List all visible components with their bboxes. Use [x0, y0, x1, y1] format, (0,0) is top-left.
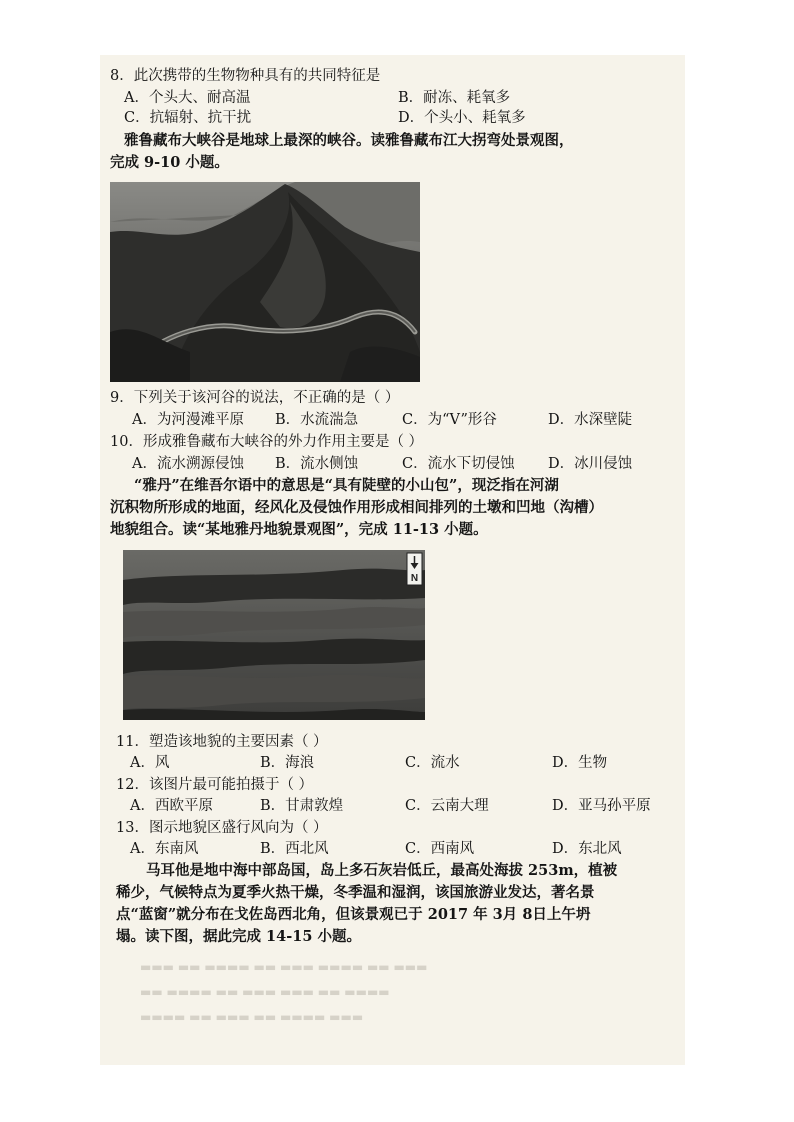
- intro-yardang-line2: 沉积物所形成的地面，经风化及侵蚀作用形成相间排列的土墩和凹地（沟槽）: [110, 499, 603, 516]
- intro-malta-line1: 马耳他是地中海中部岛国，岛上多石灰岩低丘，最高处海拔 253m，植被: [146, 862, 618, 879]
- q12-stem: 12．该图片最可能拍摄于（ ）: [116, 777, 314, 793]
- bleed-through-marks: ▬▬ ▬▬▬▬ ▬▬ ▬▬▬ ▬▬▬ ▬▬ ▬▬▬▬: [140, 985, 390, 999]
- bleed-through-marks: ▬▬▬ ▬▬ ▬▬▬▬ ▬▬ ▬▬▬ ▬▬▬▬ ▬▬ ▬▬▬: [140, 960, 428, 974]
- intro-malta-line3: 点“蓝窗”就分布在戈佐岛西北角，但该景观已于 2017 年 3月 8日上午坍: [116, 906, 591, 923]
- intro-yarlung-line1: 雅鲁藏布大峡谷是地球上最深的峡谷。读雅鲁藏布江大拐弯处景观图，: [124, 132, 574, 149]
- q8-option-d: D．个头小、耗氧多: [398, 110, 526, 126]
- q11-option-a: A．风: [130, 755, 170, 771]
- q13-option-d: D．东北风: [552, 841, 622, 857]
- q12-option-a: A．西欧平原: [130, 798, 213, 814]
- q13-option-b: B．西北风: [260, 841, 329, 857]
- q11-option-d: D．生物: [552, 755, 608, 771]
- q13-option-a: A．东南风: [130, 841, 199, 857]
- intro-malta-line2: 稀少，气候特点为夏季火热干燥，冬季温和湿润，该国旅游业发达，著名景: [116, 884, 595, 901]
- q8-option-b: B．耐冻、耗氧多: [398, 90, 511, 106]
- q10-stem: 10．形成雅鲁藏布大峡谷的外力作用主要是（ ）: [110, 434, 424, 450]
- q8-stem: 8．此次携带的生物物种具有的共同特征是: [110, 68, 381, 84]
- bleed-through-marks: ▬▬▬▬ ▬▬ ▬▬▬ ▬▬ ▬▬▬▬ ▬▬▬: [140, 1010, 364, 1024]
- q12-option-d: D．亚马孙平原: [552, 798, 651, 814]
- intro-yarlung-line2: 完成 9-10 小题。: [110, 154, 229, 171]
- q11-stem: 11．塑造该地貌的主要因素（ ）: [116, 734, 328, 750]
- q12-option-b: B．甘肃敦煌: [260, 798, 344, 814]
- intro-malta-line4: 塌。读下图，据此完成 14-15 小题。: [116, 928, 361, 945]
- yardang-photo: [123, 550, 425, 720]
- q11-option-b: B．海浪: [260, 755, 315, 771]
- q12-option-c: C．云南大理: [405, 798, 489, 814]
- q8-option-c: C．抗辐射、抗干扰: [124, 110, 252, 126]
- intro-yardang-line1: “雅丹”在维吾尔语中的意思是“具有陡壁的小山包”，现泛指在河湖: [134, 477, 559, 494]
- q10-option-c: C．流水下切侵蚀: [402, 456, 515, 472]
- q10-option-d: D．冰川侵蚀: [548, 456, 633, 472]
- q11-option-c: C．流水: [405, 755, 460, 771]
- q9-option-a: A．为河漫滩平原: [132, 412, 244, 428]
- q9-option-b: B．水流湍急: [275, 412, 359, 428]
- intro-yardang-line3: 地貌组合。读“某地雅丹地貌景观图”，完成 11-13 小题。: [110, 521, 488, 538]
- q13-option-c: C．西南风: [405, 841, 475, 857]
- q10-option-b: B．流水侧蚀: [275, 456, 359, 472]
- q13-stem: 13．图示地貌区盛行风向为（ ）: [116, 820, 328, 836]
- q9-option-d: D．水深壁陡: [548, 412, 633, 428]
- yarlung-bend-photo: [110, 182, 420, 382]
- q10-option-a: A．流水溯源侵蚀: [132, 456, 244, 472]
- q8-option-a: A．个头大、耐高温: [124, 90, 251, 106]
- q9-option-c: C．为“V”形谷: [402, 412, 497, 428]
- north-arrow-label: N: [410, 573, 419, 584]
- q9-stem: 9．下列关于该河谷的说法，不正确的是（ ）: [110, 390, 400, 406]
